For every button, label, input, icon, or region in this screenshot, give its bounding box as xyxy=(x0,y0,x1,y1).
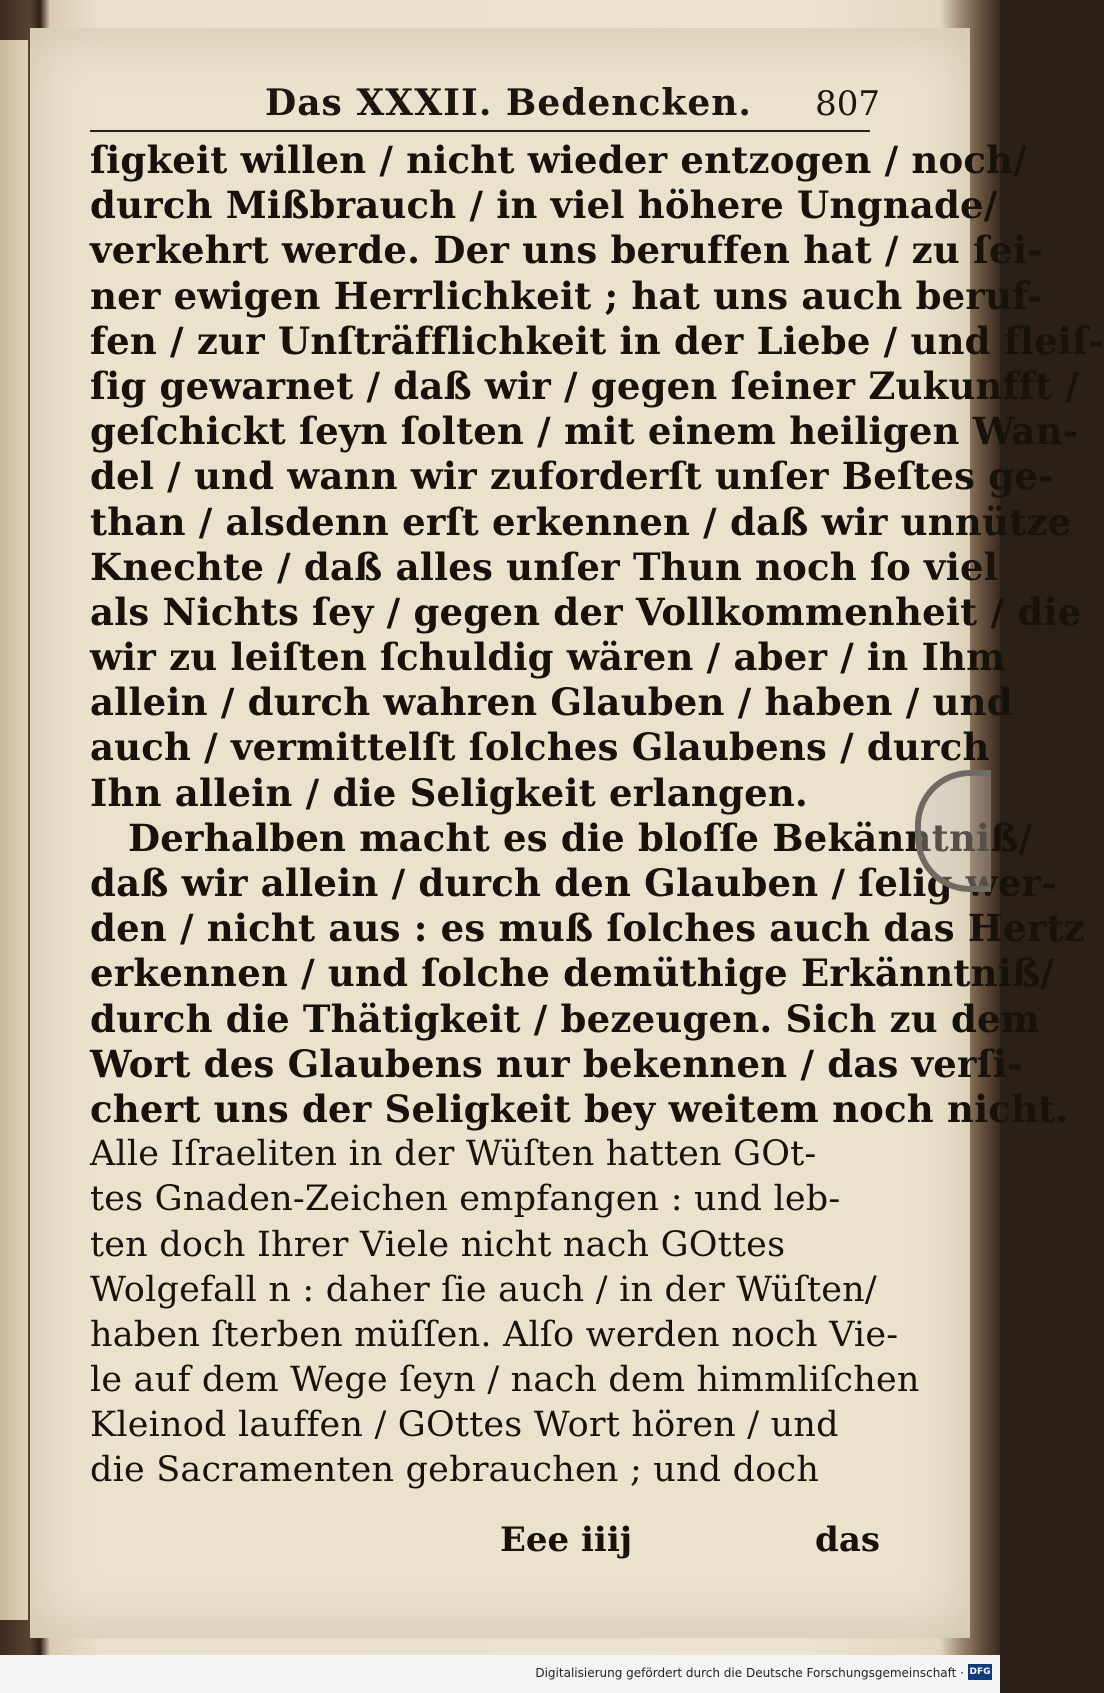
text-line: durch Mißbrauch / in viel höhere Ungnade/ xyxy=(90,183,998,228)
text-line: geſchickt ſeyn ſolten / mit einem heiligen Wan- xyxy=(90,409,1079,454)
left-page-edge xyxy=(0,40,28,1620)
text-line: Ihn allein / die Seligkeit erlangen. xyxy=(90,770,809,815)
credit-bar xyxy=(0,1655,1000,1693)
text-line: ten doch Ihrer Viele nicht nach GOttes xyxy=(90,1224,786,1265)
text-line: erkennen / und ſolche demüthige Erkänntniß/ xyxy=(90,951,1054,996)
dfg-logo: DFG xyxy=(968,1664,992,1680)
text-line: le auf dem Wege ſeyn / nach dem himmliſchen xyxy=(90,1360,920,1401)
text-line: den / nicht aus : es muß ſolches auch das Hertz xyxy=(90,906,1085,951)
text-line: allein / durch wahren Glauben / haben / und xyxy=(90,680,1013,725)
page-number: 807 xyxy=(815,84,880,124)
catchword: das xyxy=(815,1520,880,1560)
text-line: als Nichts ſey / gegen der Vollkommenheit / die xyxy=(90,589,1082,634)
text-line: ſig gewarnet / daß wir / gegen ſeiner Zukunfft / xyxy=(90,363,1079,408)
text-line: than / alsdenn erſt erkennen / daß wir unnütze xyxy=(90,499,1072,544)
text-line: Alle Iſraeliten in der Wüſten hatten GOt- xyxy=(90,1134,817,1175)
text-line: auch / vermittelſt ſolches Glaubens / durch xyxy=(90,725,990,770)
page-footer xyxy=(90,1520,880,1570)
text-line: ner ewigen Herrlichkeit ; hat uns auch beruf- xyxy=(90,273,1043,318)
text-line: Kleinod lauffen / GOttes Wort hören / und xyxy=(90,1405,839,1446)
paragraph-start-line: Derhalben macht es die bloſſe Bekänntniß/ xyxy=(128,815,1033,860)
credit-text: Digitalisierung gefördert durch die Deutsche Forschungsgemeinschaft · xyxy=(535,1666,964,1680)
text-line: Wolgefall n : daher ſie auch / in der Wüſten/ xyxy=(90,1269,877,1310)
text-line: die Sacramenten gebrauchen ; und doch xyxy=(90,1450,820,1491)
text-line: chert uns der Seligkeit bey weitem noch nicht. xyxy=(90,1086,1069,1131)
text-line: ſigkeit willen / nicht wieder entzogen / noch/ xyxy=(90,138,1027,182)
signature-mark: Eee iiij xyxy=(500,1520,633,1560)
text-line: haben ſterben müſſen. Alſo werden noch Vie- xyxy=(90,1314,899,1355)
header-rule xyxy=(90,130,870,132)
text-line: Knechte / daß alles unſer Thun noch ſo viel xyxy=(90,544,998,589)
text-line: wir zu leiſten ſchuldig wären / aber / in Ihm xyxy=(90,635,1006,680)
text-line: tes Gnaden-Zeichen empfangen : und leb- xyxy=(90,1179,841,1220)
text-line: daß wir allein / durch den Glauben / ſelig wer- xyxy=(90,861,1057,905)
body-text xyxy=(90,138,1104,1494)
running-header xyxy=(90,60,880,130)
text-line: durch die Thätigkeit / bezeugen. Sich zu dem xyxy=(90,996,1041,1041)
text-line: Wort des Glaubens nur bekennen / das verſi- xyxy=(90,1041,1023,1086)
text-line: fen / zur Unſträfflichkeit in der Liebe / und fleiſ- xyxy=(90,318,1104,363)
text-line: del / und wann wir zuforderſt unſer Beſtes ge- xyxy=(90,454,1054,499)
text-line: verkehrt werde. Der uns beruffen hat / zu ſei- xyxy=(90,228,1043,273)
header-title: Das XXXII. Bedencken. xyxy=(265,82,752,124)
